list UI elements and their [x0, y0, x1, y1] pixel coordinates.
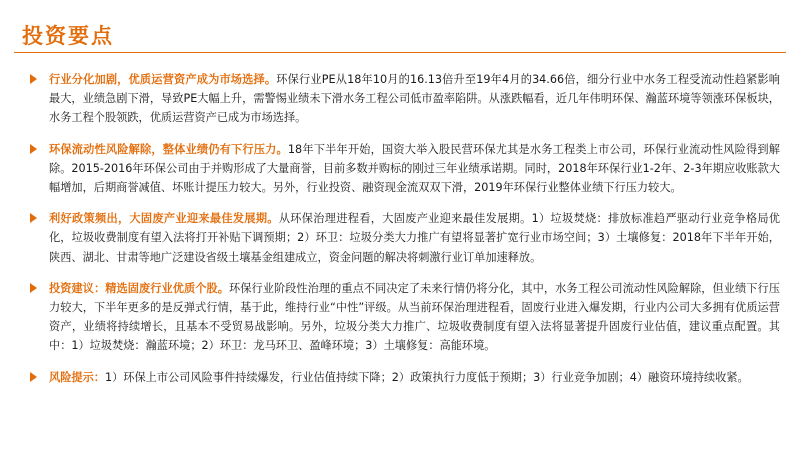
key-point-headline: 利好政策频出，大固废产业迎来最佳发展期。	[49, 212, 279, 226]
key-point-headline: 风险提示：	[49, 370, 105, 384]
key-point-headline: 投资建议：精选固废行业优质个股。	[49, 281, 229, 295]
arrow-bullet-icon	[30, 144, 37, 154]
key-point-headline: 行业分化加剧，优质运营资产成为市场选择。	[49, 73, 277, 86]
key-point-body: 从环保治理进程看，大固废产业迎来最佳发展期。1）垃圾焚烧：排放标准趋严驱动行业竞争格局优化，垃圾收费制度有望入法将打开补贴下调预期；2）环卫：垃圾分类大力推广有望将显著扩宽行业市场空间；3）土壤修复：2018年下半年开始，陕西、湖北、甘肃等地广泛建设省级土壤基金组建成立，资金问题的解决将刺激行业订单加速释放。	[49, 212, 780, 264]
key-points-list	[30, 70, 780, 399]
page-title: 投资要点	[22, 24, 114, 48]
key-point-body: 1）环保上市公司风险事件持续爆发，行业估值持续下降；2）政策执行力度低于预期；3）行业竞争加剧；4）融资环境持续收紧。	[104, 370, 749, 384]
arrow-bullet-icon	[30, 213, 37, 223]
arrow-bullet-icon	[30, 283, 37, 293]
arrow-bullet-icon	[30, 74, 37, 84]
key-point-body: 18年下半年开始，国资大举入股民营环保尤其是水务工程类上市公司，环保行业流动性风险得到解除。2015-2016年环保公司由于并购形成了大量商誉，目前多数并购标的刚过三年业绩承诺期。同时，2018年环保行业1-2年、2-3年期应收账款大幅增加，后期商誉减值、坏账计提压力较大。另外，行业投资、融资现金流双双下滑，2019年环保行业整体业绩下行压力较大。	[49, 142, 780, 195]
arrow-bullet-icon	[30, 372, 37, 382]
key-point-5	[30, 368, 780, 387]
key-point-2	[30, 140, 780, 198]
key-point-headline: 环保流动性风险解除，整体业绩仍有下行压力。	[49, 142, 288, 156]
key-point-1	[30, 70, 780, 128]
key-point-3	[30, 209, 780, 267]
key-point-body: 环保行业阶段性治理的重点不同决定了未来行情仍将分化，其中，水务工程公司流动性风险解除，但业绩下行压力较大，下半年更多的是反弹式行情，基于此，维持行业“中性”评级。从当前环保治理进程看，固废行业进入爆发期，行业内公司大多拥有优质运营资产，业绩将持续增长，且基本不受贸易战影响。另外，垃圾分类大力推广、垃圾收费制度有望入法将显著提升固废行业估值，建议重点配置。其中：1）垃圾焚烧：瀚蓝环境；2）环卫：龙马环卫、盈峰环境；3）土壤修复：高能环境。	[49, 281, 780, 353]
key-point-4	[30, 279, 780, 356]
title-divider	[14, 52, 786, 53]
key-point-body: 环保行业PE从18年10月的16.13倍升至19年4月的34.66倍，细分行业中水务工程受流动性趋紧影响最大，业绩急剧下滑，导致PE大幅上升，需警惕业绩未下滑水务工程公司低市盈率陷阱。从涨跌幅看，近几年伟明环保、瀚蓝环境等领涨环保板块，水务工程个股领跌，优质运营资产已成为市场选择。	[49, 73, 780, 125]
